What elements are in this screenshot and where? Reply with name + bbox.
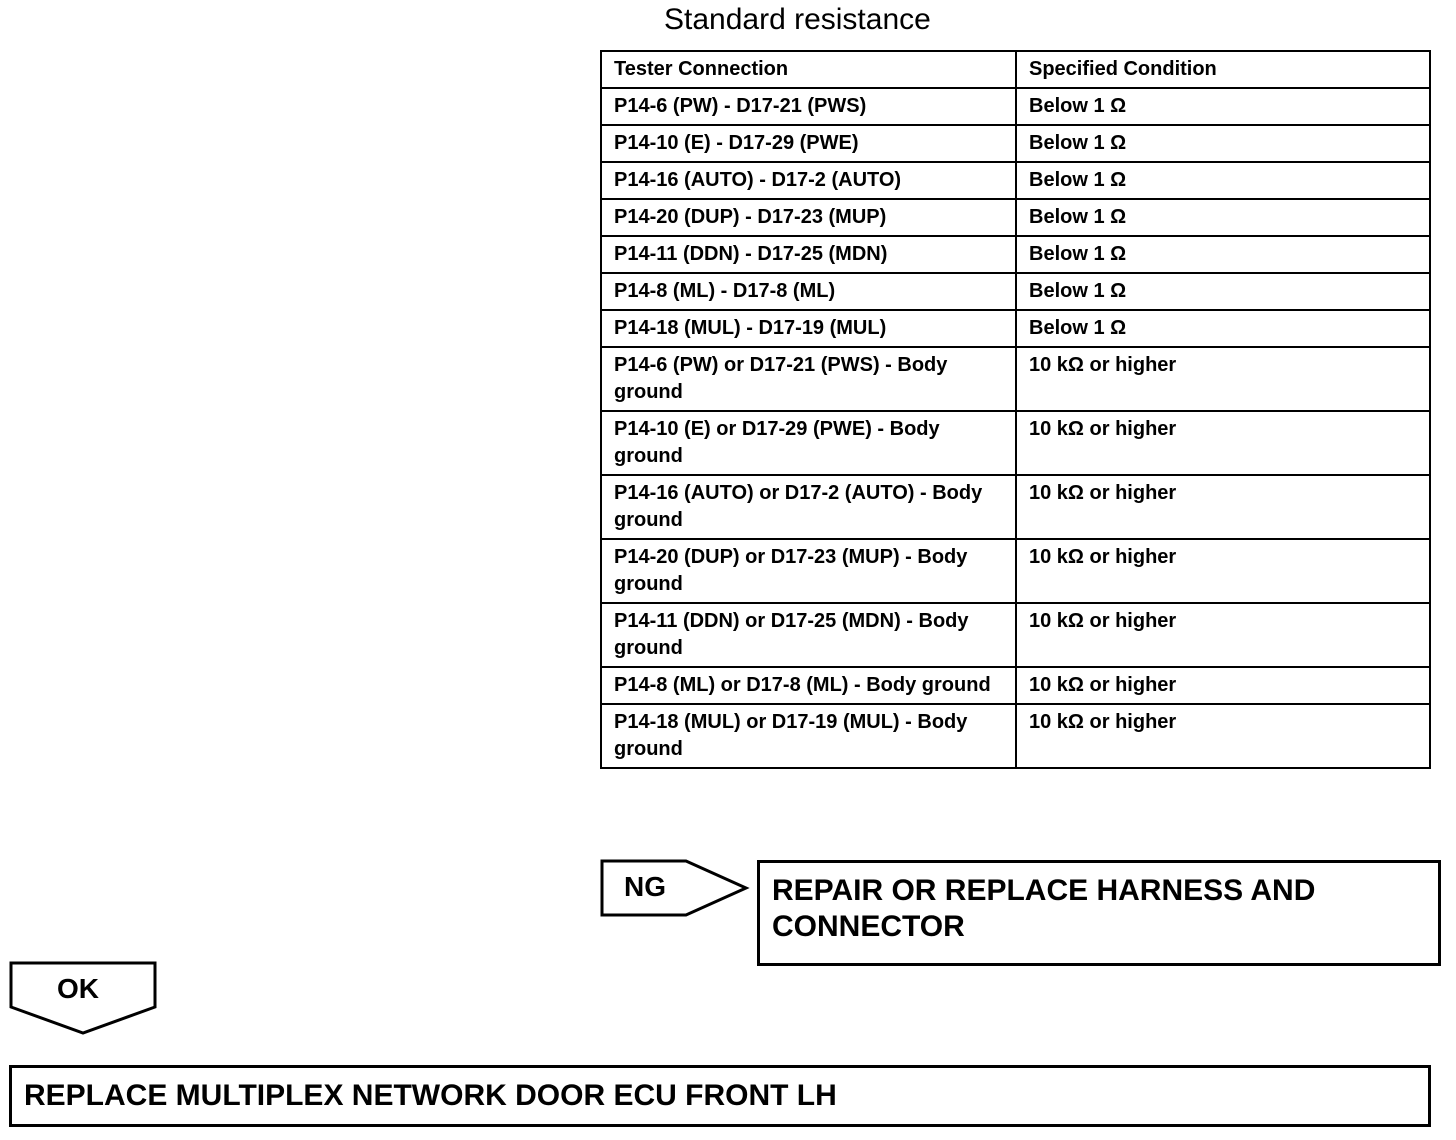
specified-condition-cell: Below 1 Ω: [1016, 125, 1430, 162]
tester-connection-cell: P14-11 (DDN) - D17-25 (MDN): [601, 236, 1016, 273]
table-row: [601, 236, 1430, 273]
tester-connection-cell: P14-10 (E) - D17-29 (PWE): [601, 125, 1016, 162]
table-row: [601, 603, 1430, 667]
specified-condition-cell: 10 kΩ or higher: [1016, 539, 1430, 603]
specified-condition-cell: Below 1 Ω: [1016, 273, 1430, 310]
specified-condition-cell: Below 1 Ω: [1016, 162, 1430, 199]
ng-arrow-icon: [600, 859, 750, 917]
table-row: [601, 162, 1430, 199]
table-row: [601, 475, 1430, 539]
header-specified-condition: Specified Condition: [1016, 51, 1430, 88]
specified-condition-cell: 10 kΩ or higher: [1016, 667, 1430, 704]
table-row: [601, 273, 1430, 310]
specified-condition-cell: 10 kΩ or higher: [1016, 475, 1430, 539]
tester-connection-cell: P14-10 (E) or D17-29 (PWE) - Body ground: [601, 411, 1016, 475]
section-title: Standard resistance: [664, 3, 931, 36]
tester-connection-cell: P14-16 (AUTO) or D17-2 (AUTO) - Body ground: [601, 475, 1016, 539]
tester-connection-cell: P14-18 (MUL) or D17-19 (MUL) - Body ground: [601, 704, 1016, 768]
tester-connection-cell: P14-8 (ML) - D17-8 (ML): [601, 273, 1016, 310]
ng-label: NG: [624, 871, 666, 902]
specified-condition-cell: 10 kΩ or higher: [1016, 411, 1430, 475]
ng-action-box: REPAIR OR REPLACE HARNESS AND CONNECTOR: [757, 860, 1441, 966]
specified-condition-cell: Below 1 Ω: [1016, 88, 1430, 125]
table-row: [601, 88, 1430, 125]
specified-condition-cell: Below 1 Ω: [1016, 310, 1430, 347]
tester-connection-cell: P14-6 (PW) - D17-21 (PWS): [601, 88, 1016, 125]
tester-connection-cell: P14-20 (DUP) or D17-23 (MUP) - Body ground: [601, 539, 1016, 603]
specified-condition-cell: 10 kΩ or higher: [1016, 603, 1430, 667]
tester-connection-cell: P14-18 (MUL) - D17-19 (MUL): [601, 310, 1016, 347]
table-row: [601, 704, 1430, 768]
tester-connection-cell: P14-8 (ML) or D17-8 (ML) - Body ground: [601, 667, 1016, 704]
header-tester-connection: Tester Connection: [601, 51, 1016, 88]
table-row: [601, 125, 1430, 162]
table-body: [601, 88, 1430, 768]
tester-connection-cell: P14-11 (DDN) or D17-25 (MDN) - Body ground: [601, 603, 1016, 667]
ok-action-box: REPLACE MULTIPLEX NETWORK DOOR ECU FRONT LH: [9, 1065, 1431, 1127]
table-row: [601, 667, 1430, 704]
table-row: [601, 310, 1430, 347]
tester-connection-cell: P14-16 (AUTO) - D17-2 (AUTO): [601, 162, 1016, 199]
specified-condition-cell: 10 kΩ or higher: [1016, 704, 1430, 768]
ok-label: OK: [57, 973, 99, 1004]
tester-connection-cell: P14-6 (PW) or D17-21 (PWS) - Body ground: [601, 347, 1016, 411]
table-row: [601, 199, 1430, 236]
table-row: [601, 347, 1430, 411]
table-header-row: [601, 51, 1430, 88]
tester-connection-cell: P14-20 (DUP) - D17-23 (MUP): [601, 199, 1016, 236]
specified-condition-cell: Below 1 Ω: [1016, 236, 1430, 273]
table-row: [601, 411, 1430, 475]
table-row: [601, 539, 1430, 603]
specified-condition-cell: 10 kΩ or higher: [1016, 347, 1430, 411]
standard-resistance-table: [600, 50, 1431, 769]
specified-condition-cell: Below 1 Ω: [1016, 199, 1430, 236]
